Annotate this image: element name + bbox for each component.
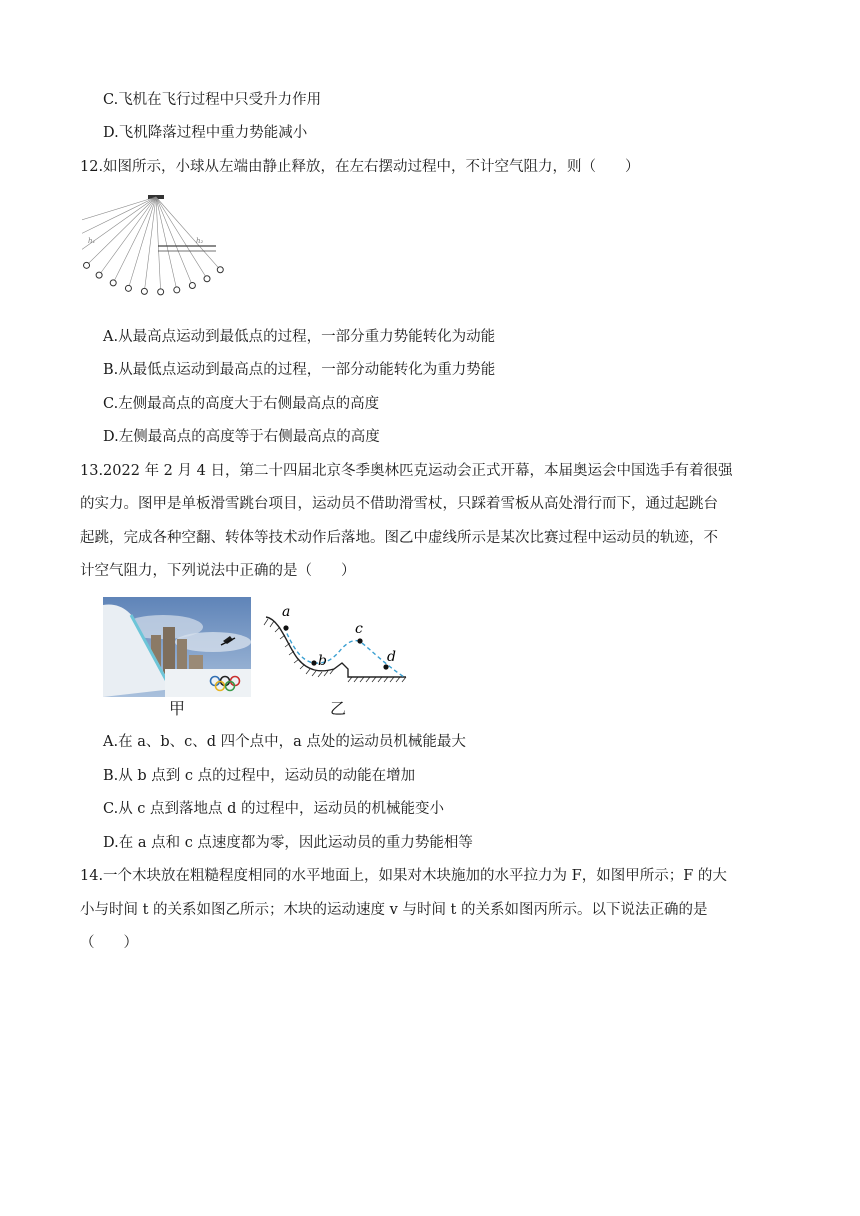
label-c: c [355, 621, 363, 637]
label-b: b [318, 653, 327, 669]
q12-stem: 12.如图所示，小球从左端由静止释放，在左右摆动过程中，不计空气阻力，则（ ） [80, 159, 640, 175]
q13-stem-line-1: 13.2022 年 2 月 4 日，第二十四届北京冬季奥林匹克运动会正式开幕，本届奥运会中国选手有着很强 [80, 463, 733, 479]
point-c [357, 638, 362, 643]
right-height-label: h₂ [196, 237, 204, 245]
point-d [383, 664, 388, 669]
q12-option-c: C.左侧最高点的高度大于右侧最高点的高度 [103, 396, 380, 412]
q12-option-b: B.从最低点运动到最高点的过程，一部分动能转化为重力势能 [103, 362, 496, 378]
pendulum-string [82, 197, 156, 254]
pendulum-ball [158, 289, 164, 295]
q11-option-c: C.飞机在飞行过程中只受升力作用 [103, 92, 322, 108]
point-b [311, 660, 316, 665]
trajectory-diagram [262, 597, 410, 697]
pendulum-ball [84, 262, 90, 268]
q12-option-a: A.从最高点运动到最低点的过程，一部分重力势能转化为动能 [103, 329, 496, 345]
q13-option-a: A.在 a、b、c、d 四个点中，a 点处的运动员机械能最大 [103, 734, 466, 750]
pendulum-ball [110, 280, 116, 286]
q11-option-d: D.飞机降落过程中重力势能减小 [103, 125, 308, 141]
pendulum-string [99, 197, 156, 275]
pendulum-ball [96, 272, 102, 278]
pendulum-string [156, 197, 220, 270]
pendulum-string [156, 197, 177, 290]
pendulum-string [82, 197, 156, 226]
label-a: a [282, 604, 291, 620]
pendulum-ball [217, 267, 223, 273]
q12-option-d: D.左侧最高点的高度等于右侧最高点的高度 [103, 429, 380, 445]
figure-caption-jia: 甲 [169, 699, 186, 718]
q13-option-d: D.在 a 点和 c 点速度都为零，因此运动员的重力势能相等 [103, 835, 473, 851]
ski-jump-photo [103, 597, 251, 697]
pendulum-ball [141, 288, 147, 294]
figure-caption-yi: 乙 [330, 699, 347, 718]
point-a [283, 625, 288, 630]
label-d: d [387, 649, 396, 665]
pendulum-string [144, 197, 156, 291]
pendulum-string [156, 197, 192, 285]
q13-stem-line-3: 起跳，完成各种空翻、转体等技术动作后落地。图乙中虚线所示是某次比赛过程中运动员的轨迹，不 [80, 530, 718, 546]
q13-option-b: B.从 b 点到 c 点的过程中，运动员的动能在增加 [103, 768, 416, 784]
q13-option-c: C.从 c 点到落地点 d 的过程中，运动员的机械能变小 [103, 801, 445, 817]
q14-stem-line-1: 14.一个木块放在粗糙程度相同的水平地面上，如果对木块施加的水平拉力为 F，如图甲所示；F 的大 [80, 868, 727, 884]
q13-stem-line-2: 的实力。图甲是单板滑雪跳台项目，运动员不借助滑雪杖，只踩着雪板从高处滑行而下，通过起跳台 [80, 496, 718, 512]
pendulum-string [156, 197, 161, 292]
pendulum-ball [189, 282, 195, 288]
pendulum-string [113, 197, 156, 283]
left-height-label: h₁ [88, 237, 96, 245]
q14-stem-line-2: 小与时间 t 的关系如图乙所示；木块的运动速度 v 与时间 t 的关系如图丙所示。以下说法正确的是 [80, 902, 708, 918]
q14-stem-line-3: （ ） [80, 935, 138, 951]
pendulum-ball [204, 276, 210, 282]
pendulum-ball [174, 287, 180, 293]
pendulum-ball [125, 285, 131, 291]
q13-stem-line-4: 计空气阻力，下列说法中正确的是（ ） [80, 563, 356, 579]
pendulum-figure [82, 193, 224, 311]
